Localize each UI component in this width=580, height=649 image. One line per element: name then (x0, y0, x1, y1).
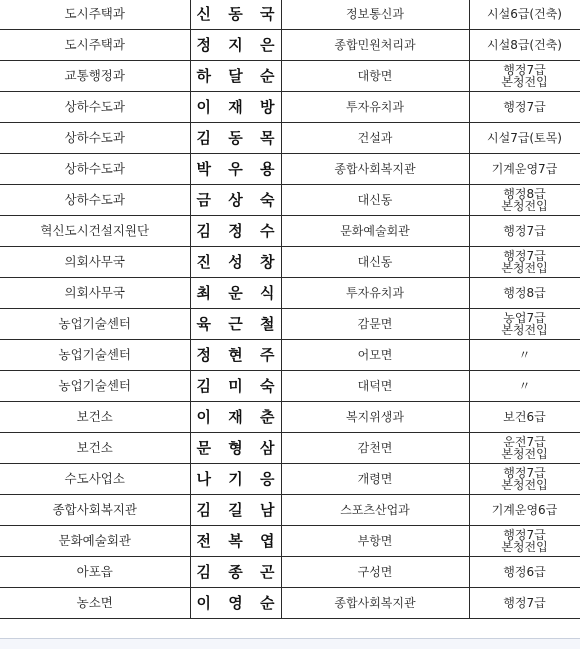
table-row (0, 526, 580, 557)
new-department-cell: 구성면 (281, 557, 469, 588)
table-row (0, 92, 580, 123)
table-row (0, 402, 580, 433)
grade-label: 행정7급 (503, 63, 546, 77)
grade-note: 본청전입 (501, 199, 548, 213)
grade-label: 행정8급 (503, 286, 546, 300)
former-department-cell: 혁신도시건설지원단 (0, 216, 190, 247)
former-department-cell: 도시주택과 (0, 30, 190, 61)
former-department-cell: 보건소 (0, 402, 190, 433)
grade-label: 시설8급(건축) (487, 38, 562, 52)
employee-name-cell: 이 재 춘 (190, 402, 281, 433)
former-department-cell: 수도사업소 (0, 464, 190, 495)
grade-label: 행정8급 (503, 187, 546, 201)
former-department-cell: 아포읍 (0, 557, 190, 588)
grade-cell (469, 557, 580, 588)
table-row (0, 30, 580, 61)
table-row (0, 185, 580, 216)
grade-label: 행정7급 (503, 224, 546, 238)
grade-label: 기계운영7급 (491, 162, 558, 176)
table-row (0, 464, 580, 495)
grade-cell (469, 340, 580, 371)
new-department-cell: 어모면 (281, 340, 469, 371)
former-department-cell: 교통행정과 (0, 61, 190, 92)
grade-note: 본청전입 (501, 478, 548, 492)
new-department-cell: 복지위생과 (281, 402, 469, 433)
employee-name-cell: 하 달 순 (190, 61, 281, 92)
former-department-cell: 상하수도과 (0, 123, 190, 154)
employee-name-cell: 최 운 식 (190, 278, 281, 309)
grade-label: 시설7급(토목) (487, 131, 562, 145)
grade-note: 본청전입 (501, 447, 548, 461)
former-department-cell: 상하수도과 (0, 154, 190, 185)
grade-cell (469, 588, 580, 619)
table-row (0, 588, 580, 619)
table-row (0, 557, 580, 588)
new-department-cell: 종합사회복지관 (281, 154, 469, 185)
new-department-cell: 정보통신과 (281, 0, 469, 30)
new-department-cell: 대신동 (281, 185, 469, 216)
grade-cell (469, 278, 580, 309)
grade-label: 농업7급 (503, 311, 546, 325)
grade-label: 행정7급 (503, 249, 546, 263)
new-department-cell: 건설과 (281, 123, 469, 154)
grade-cell (469, 247, 580, 278)
employee-name-cell: 전 복 엽 (190, 526, 281, 557)
former-department-cell: 농소면 (0, 588, 190, 619)
new-department-cell: 대항면 (281, 61, 469, 92)
former-department-cell: 도시주택과 (0, 0, 190, 30)
grade-cell (469, 0, 580, 30)
table-row (0, 216, 580, 247)
grade-cell (469, 154, 580, 185)
grade-cell (469, 216, 580, 247)
table-row (0, 340, 580, 371)
employee-name-cell: 박 우 용 (190, 154, 281, 185)
new-department-cell: 종합민원처리과 (281, 30, 469, 61)
grade-cell (469, 309, 580, 340)
grade-label: 행정7급 (503, 528, 546, 542)
grade-label: 시설6급(건축) (487, 7, 562, 21)
employee-name-cell: 김 미 숙 (190, 371, 281, 402)
employee-name-cell: 김 동 목 (190, 123, 281, 154)
former-department-cell: 농업기술센터 (0, 340, 190, 371)
former-department-cell: 문화예술회관 (0, 526, 190, 557)
former-department-cell: 상하수도과 (0, 185, 190, 216)
employee-name-cell: 진 성 창 (190, 247, 281, 278)
table-row (0, 154, 580, 185)
employee-name-cell: 나 기 응 (190, 464, 281, 495)
grade-cell (469, 185, 580, 216)
grade-cell (469, 123, 580, 154)
former-department-cell: 농업기술센터 (0, 309, 190, 340)
former-department-cell: 농업기술센터 (0, 371, 190, 402)
former-department-cell: 보건소 (0, 433, 190, 464)
grade-note: 본청전입 (501, 261, 548, 275)
table-row (0, 371, 580, 402)
grade-note: 본청전입 (501, 323, 548, 337)
new-department-cell: 문화예술회관 (281, 216, 469, 247)
employee-name-cell: 김 길 남 (190, 495, 281, 526)
former-department-cell: 상하수도과 (0, 92, 190, 123)
employee-name-cell: 금 상 숙 (190, 185, 281, 216)
table-row (0, 433, 580, 464)
grade-cell (469, 30, 580, 61)
employee-name-cell: 정 지 은 (190, 30, 281, 61)
new-department-cell: 종합사회복지관 (281, 588, 469, 619)
employee-name-cell: 문 형 삼 (190, 433, 281, 464)
grade-label: 행정7급 (503, 100, 546, 114)
employee-name-cell: 김 종 곤 (190, 557, 281, 588)
table-row (0, 0, 580, 30)
new-department-cell: 감문면 (281, 309, 469, 340)
grade-label: 행정6급 (503, 565, 546, 579)
employee-name-cell: 이 영 순 (190, 588, 281, 619)
grade-cell (469, 92, 580, 123)
grade-label: 운전7급 (503, 435, 546, 449)
employee-name-cell: 김 정 수 (190, 216, 281, 247)
new-department-cell: 투자유치과 (281, 278, 469, 309)
grade-label: 보건6급 (503, 410, 546, 424)
former-department-cell: 종합사회복지관 (0, 495, 190, 526)
grade-cell (469, 526, 580, 557)
table-row (0, 278, 580, 309)
new-department-cell: 부항면 (281, 526, 469, 557)
employee-name-cell: 신 동 국 (190, 0, 281, 30)
former-department-cell: 의회사무국 (0, 278, 190, 309)
table-row (0, 123, 580, 154)
employee-name-cell: 이 재 방 (190, 92, 281, 123)
grade-cell (469, 495, 580, 526)
employee-name-cell: 육 근 철 (190, 309, 281, 340)
grade-label: 〃 (518, 348, 531, 362)
new-department-cell: 투자유치과 (281, 92, 469, 123)
cut-off-footer-strip (0, 638, 580, 649)
grade-label: 기계운영6급 (491, 503, 558, 517)
new-department-cell: 개령면 (281, 464, 469, 495)
grade-cell (469, 402, 580, 433)
employee-name-cell: 정 현 주 (190, 340, 281, 371)
new-department-cell: 감천면 (281, 433, 469, 464)
table-row (0, 247, 580, 278)
table-row (0, 61, 580, 92)
grade-cell (469, 61, 580, 92)
grade-label: 행정7급 (503, 596, 546, 610)
table-row (0, 495, 580, 526)
new-department-cell: 스포츠산업과 (281, 495, 469, 526)
former-department-cell: 의회사무국 (0, 247, 190, 278)
table-row (0, 309, 580, 340)
grade-cell (469, 433, 580, 464)
grade-note: 본청전입 (501, 75, 548, 89)
grade-cell (469, 371, 580, 402)
grade-cell (469, 464, 580, 495)
new-department-cell: 대덕면 (281, 371, 469, 402)
grade-note: 본청전입 (501, 540, 548, 554)
grade-label: 〃 (518, 379, 531, 393)
new-department-cell: 대신동 (281, 247, 469, 278)
grade-label: 행정7급 (503, 466, 546, 480)
